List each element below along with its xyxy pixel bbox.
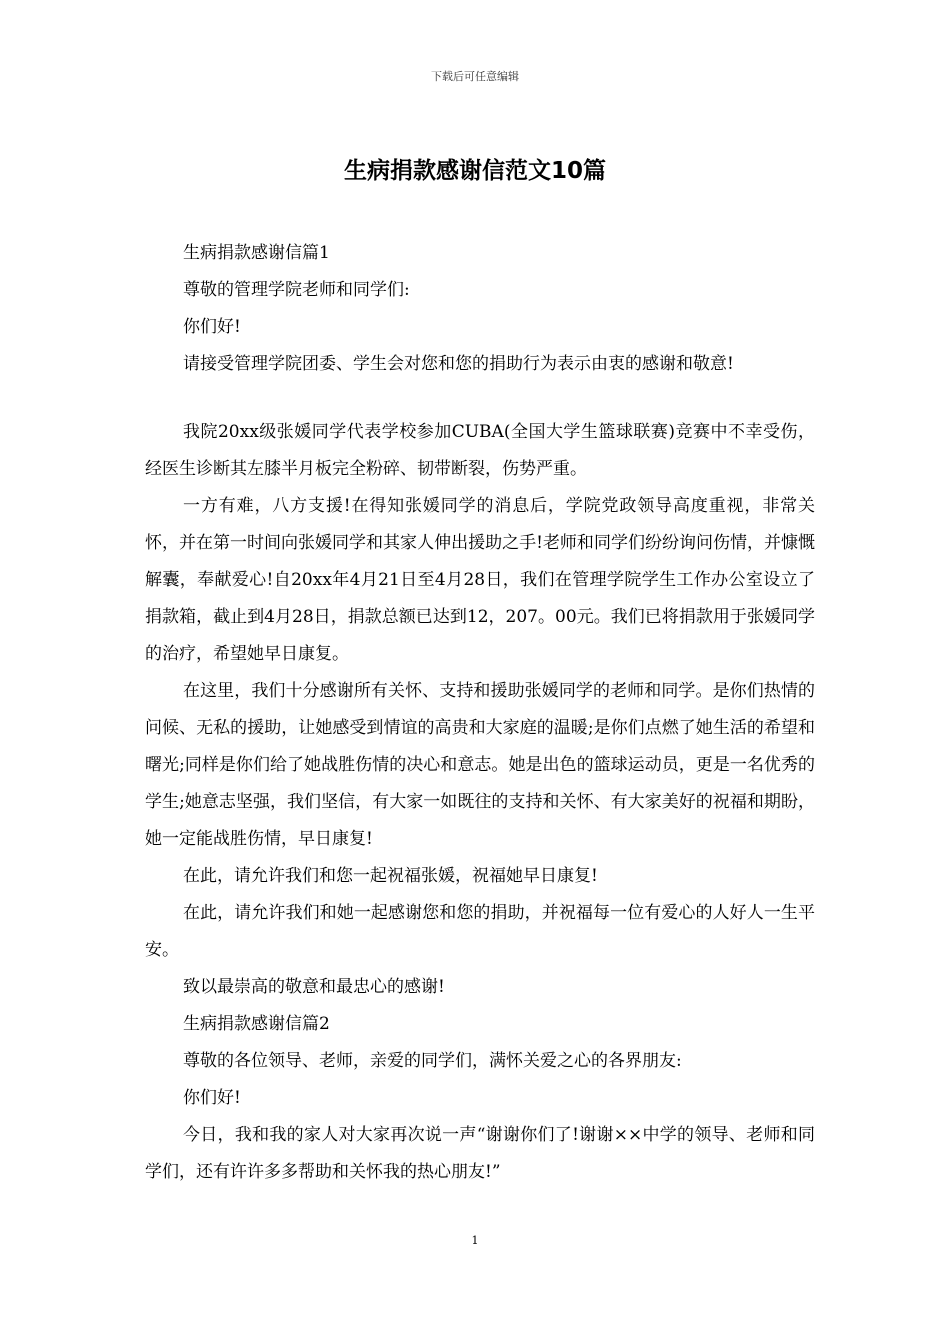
salutation: 尊敬的管理学院老师和同学们:: [183, 280, 410, 300]
paragraph: 一方有难，八方支援!在得知张媛同学的消息后，学院党政领导高度重视，非常关怀，并在第一时间向张媛同学和其家人伸出援助之手!老师和同学们纷纷询问伤情，并慷慨解囊，奉献爱心!自20xx年4月21日至4月28日，我们在管理学院学生工作办公室设立了捐款箱，截止到4月28日，捐款总额已达到12，207。00元。我们已将捐款用于张媛同学的治疗，希望她早日康复。: [145, 496, 815, 664]
paragraph: 我院20xx级张媛同学代表学校参加CUBA(全国大学生篮球联赛)竞赛中不幸受伤，经医生诊断其左膝半月板完全粉碎、韧带断裂，伤势严重。: [145, 422, 815, 479]
header-note: 下载后可任意编辑: [431, 70, 519, 83]
section-heading-2: 生病捐款感谢信篇2: [183, 1014, 330, 1034]
salutation: 尊敬的各位领导、老师，亲爱的同学们，满怀关爱之心的各界朋友:: [183, 1051, 682, 1071]
section-heading-1: 生病捐款感谢信篇1: [183, 243, 330, 263]
paragraph: 请接受管理学院团委、学生会对您和您的捐助行为表示由衷的感谢和敬意!: [183, 354, 734, 374]
document-title: 生病捐款感谢信范文10篇: [343, 158, 606, 184]
paragraph: 在此，请允许我们和她一起感谢您和您的捐助，并祝福每一位有爱心的人好人一生平安。: [145, 903, 815, 960]
paragraph: 在此，请允许我们和您一起祝福张媛，祝福她早日康复!: [183, 866, 598, 886]
paragraph: 今日，我和我的家人对大家再次说一声“谢谢你们了!谢谢××中学的领导、老师和同学们，还有许许多多帮助和关怀我的热心朋友!”: [145, 1125, 815, 1182]
greeting: 你们好!: [183, 317, 241, 337]
paragraph: 在这里，我们十分感谢所有关怀、支持和援助张媛同学的老师和同学。是你们热情的问候、无私的援助，让她感受到情谊的高贵和大家庭的温暖;是你们点燃了她生活的希望和曙光;同样是你们给了她战胜伤情的决心和意志。她是出色的篮球运动员，更是一名优秀的学生;她意志坚强，我们坚信，有大家一如既往的支持和关怀、有大家美好的祝福和期盼，她一定能战胜伤情，早日康复!: [145, 681, 815, 849]
greeting: 你们好!: [183, 1088, 241, 1108]
closing-line: 致以最崇高的敬意和最忠心的感谢!: [183, 977, 445, 997]
page-number: 1: [471, 1234, 479, 1247]
document-body: [145, 235, 815, 1191]
